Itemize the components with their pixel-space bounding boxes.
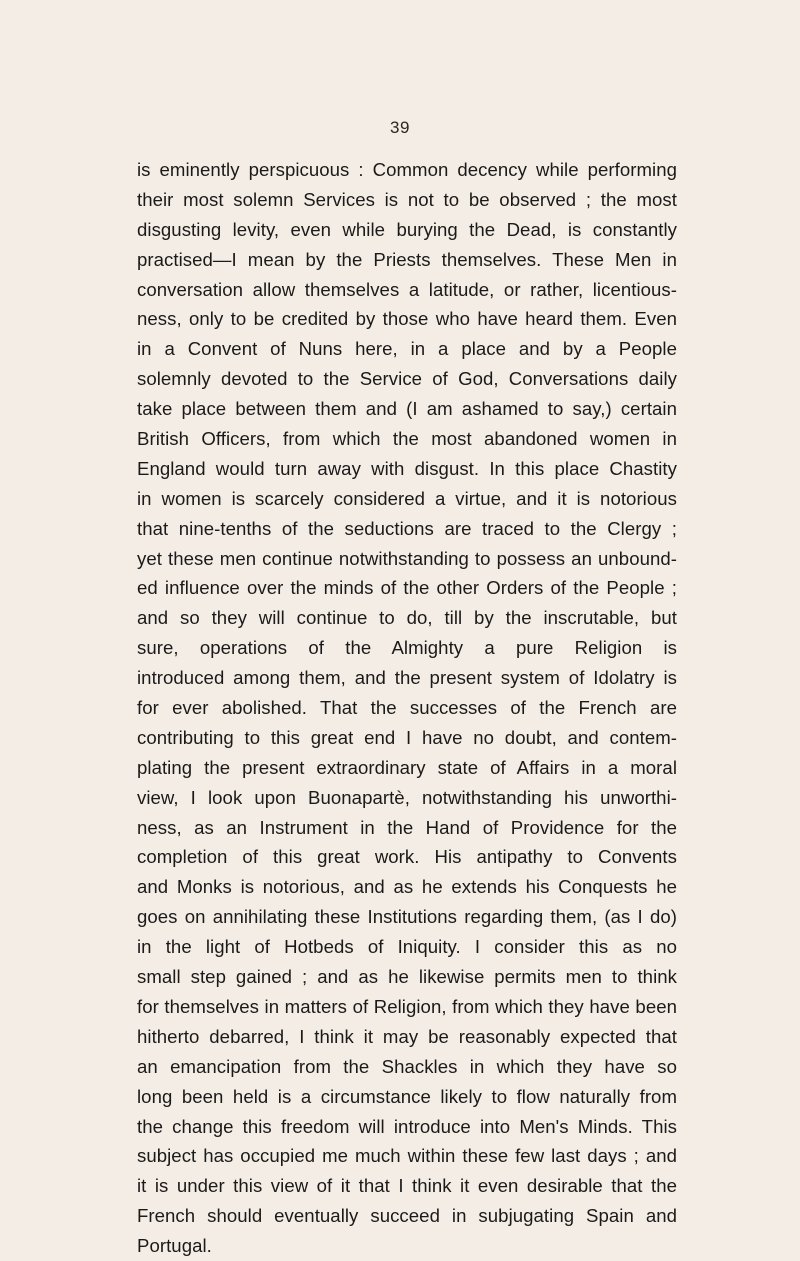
text-line: hitherto debarred, I think it may be reasonably expected that: [137, 1025, 677, 1047]
text-line: the change this freedom will introduce into Men's Minds. This: [137, 1115, 677, 1137]
text-line: in the light of Hotbeds of Iniquity. I consider this as no: [137, 936, 677, 958]
text-line: an emancipation from the Shackles in which they have so: [137, 1055, 677, 1077]
text-line: small step gained ; and as he likewise permits men to think: [137, 966, 677, 988]
text-line: conversation allow themselves a latitude, or rather, licentious-: [137, 278, 677, 300]
text-line: completion of this great work. His antipathy to Convents: [137, 846, 677, 868]
text-line: in a Convent of Nuns here, in a place and by a People: [137, 338, 677, 360]
text-line: practised—I mean by the Priests themselves. These Men in: [137, 248, 677, 270]
text-line: yet these men continue notwithstanding to possess an unbound-: [137, 547, 677, 569]
text-line: British Officers, from which the most abandoned women in: [137, 428, 677, 450]
text-line: sure, operations of the Almighty a pure Religion is: [137, 637, 677, 659]
text-line: disgusting levity, even while burying the Dead, is constantly: [137, 218, 677, 240]
text-line: their most solemn Services is not to be observed ; the most: [137, 188, 677, 210]
text-line: for ever abolished. That the successes of the French are: [137, 697, 677, 719]
text-line: ed influence over the minds of the other Orders of the People ;: [137, 577, 677, 599]
page-number: 39: [390, 118, 410, 137]
body-text: [137, 155, 677, 1261]
text-line: that nine-tenths of the seductions are traced to the Clergy ;: [137, 517, 677, 539]
text-line: subject has occupied me much within these few last days ; and: [137, 1145, 677, 1167]
text-line: is eminently perspicuous : Common decency while performing: [137, 159, 677, 180]
text-line: and so they will continue to do, till by the inscrutable, but: [137, 607, 677, 629]
text-line: contributing to this great end I have no doubt, and contem-: [137, 726, 677, 748]
text-line: for themselves in matters of Religion, from which they have been: [137, 995, 677, 1017]
text-line: French should eventually succeed in subjugating Spain and: [137, 1205, 677, 1227]
text-line: take place between them and (I am ashamed to say,) certain: [137, 398, 677, 420]
text-line: in women is scarcely considered a virtue, and it is notorious: [137, 487, 677, 509]
text-line: long been held is a circumstance likely to flow naturally from: [137, 1085, 677, 1107]
text-line: ness, as an Instrument in the Hand of Providence for the: [137, 816, 677, 838]
text-line: view, I look upon Buonapartè, notwithstanding his unworthi-: [137, 786, 677, 808]
text-line: Portugal.: [137, 1235, 212, 1257]
text-line: and Monks is notorious, and as he extends his Conquests he: [137, 876, 677, 898]
text-line: England would turn away with disgust. In this place Chastity: [137, 457, 677, 479]
text-line: goes on annihilating these Institutions regarding them, (as I do): [137, 906, 677, 928]
text-line: ness, only to be credited by those who have heard them. Even: [137, 308, 677, 330]
text-line: introduced among them, and the present system of Idolatry is: [137, 667, 677, 689]
text-line: it is under this view of it that I think it even desirable that the: [137, 1175, 677, 1197]
text-line: plating the present extraordinary state of Affairs in a moral: [137, 756, 677, 778]
text-line: solemnly devoted to the Service of God, Conversations daily: [137, 368, 677, 390]
